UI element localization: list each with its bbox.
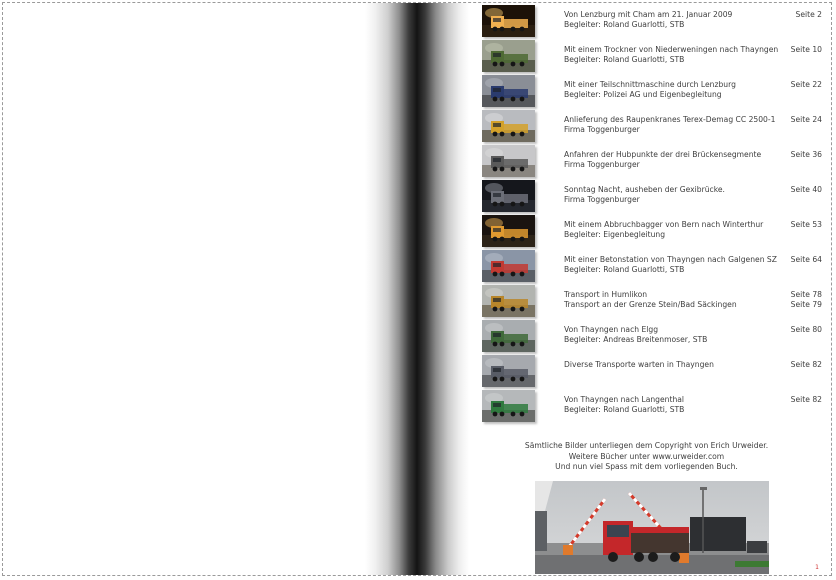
- website-line: Weitere Bücher unter www.urweider.com: [568, 451, 725, 461]
- toc-entry-page: [782, 220, 822, 230]
- toc-entry-text: [564, 185, 792, 206]
- toc-page-ref: Seite 82: [790, 395, 822, 404]
- toc-thumbnail: [482, 250, 535, 282]
- toc-entry-text: [564, 115, 792, 136]
- book-spread: [2, 2, 832, 576]
- toc-entry-subtitle: Begleiter: Roland Guarlotti, STB: [564, 20, 685, 30]
- toc-entry: [482, 285, 822, 317]
- toc-entry-title: Von Lenzburg mit Cham am 21. Januar 2009: [564, 10, 733, 19]
- toc-page-ref: Seite 22: [790, 80, 822, 89]
- toc-page-ref: Seite 24: [790, 115, 822, 124]
- toc-entry: [482, 40, 822, 72]
- toc-entry: [482, 110, 822, 142]
- toc-entry-page: [782, 255, 822, 265]
- toc-entry-subtitle: Begleiter: Andreas Breitenmoser, STB: [564, 335, 708, 345]
- toc-page-ref: Seite 79: [790, 300, 822, 310]
- toc-entry-title: Anfahren der Hubpunkte der drei Brückensegmente: [564, 150, 762, 159]
- toc-thumbnail: [482, 215, 535, 247]
- toc-entry: [482, 5, 822, 37]
- toc-entry-subtitle: Begleiter: Roland Guarlotti, STB: [564, 405, 685, 415]
- book-gutter-shadow: [365, 3, 469, 575]
- toc-entry-title: Diverse Transporte warten in Thayngen: [564, 360, 714, 369]
- page-number: 1: [815, 564, 819, 571]
- toc-page-ref: Seite 82: [790, 360, 822, 369]
- copyright-notice: [469, 441, 824, 473]
- toc-entry: [482, 145, 822, 177]
- toc-entry-title: Anlieferung des Raupenkranes Terex-Demag CC 2500-1: [564, 115, 776, 124]
- toc-entry-page: [782, 185, 822, 195]
- copyright-line: Sämtliche Bilder unterliegen dem Copyright von Erich Urweider.: [524, 441, 769, 450]
- toc-entry-page: [782, 325, 822, 335]
- toc-page-ref: Seite 64: [790, 255, 822, 264]
- toc-entry: [482, 75, 822, 107]
- toc-thumbnail: [482, 110, 535, 142]
- right-page: [469, 3, 831, 575]
- toc-entry-subtitle: Begleiter: Polizei AG und Eigenbegleitung: [564, 90, 722, 100]
- toc-page-ref: Seite 78: [790, 290, 822, 299]
- toc-page-ref: Seite 80: [790, 325, 822, 334]
- toc-entry-text: [564, 360, 792, 370]
- left-page-blank: [3, 3, 365, 575]
- cover-photo: [535, 481, 769, 574]
- toc-entry-title: Mit einem Abbruchbagger von Bern nach Winterthur: [564, 220, 764, 229]
- toc-entry-title: Von Thayngen nach Langenthal: [564, 395, 685, 404]
- toc-entry-title: Mit einer Teilschnittmaschine durch Lenzburg: [564, 80, 736, 89]
- toc-entry-title: Sonntag Nacht, ausheben der Gexibrücke.: [564, 185, 725, 194]
- toc-entry-text: [564, 325, 792, 346]
- toc-entry-subtitle: Begleiter: Roland Guarlotti, STB: [564, 55, 685, 65]
- toc-thumbnail: [482, 285, 535, 317]
- toc-entry-text: [564, 80, 792, 101]
- toc-entry-text: [564, 45, 792, 66]
- toc-entry-title: Von Thayngen nach Elgg: [564, 325, 659, 334]
- toc-entry-text: [564, 290, 792, 311]
- toc-entry: [482, 250, 822, 282]
- toc-thumbnail: [482, 355, 535, 387]
- toc-entry-text: [564, 255, 792, 276]
- toc-thumbnail: [482, 390, 535, 422]
- toc-page-ref: Seite 53: [790, 220, 822, 229]
- toc-entry-page: [782, 45, 822, 55]
- toc-entry-page: [782, 395, 822, 405]
- toc-entry-text: [564, 10, 792, 31]
- toc-entry-text: [564, 220, 792, 241]
- toc-entry-text: [564, 150, 792, 171]
- toc-entry-page: [782, 150, 822, 160]
- toc-entry-title: Transport in Humlikon: [564, 290, 648, 299]
- toc-page-ref: Seite 2: [795, 10, 822, 19]
- toc-entry: [482, 320, 822, 352]
- toc-entry-subtitle: Firma Toggenburger: [564, 195, 640, 205]
- toc-entry: [482, 355, 822, 387]
- toc-thumbnail: [482, 5, 535, 37]
- toc-entry-subtitle: Begleiter: Roland Guarlotti, STB: [564, 265, 685, 275]
- toc-thumbnail: [482, 320, 535, 352]
- toc-thumbnail: [482, 180, 535, 212]
- toc-page-ref: Seite 40: [790, 185, 822, 194]
- toc-entry: [482, 390, 822, 422]
- greeting-line: Und nun viel Spass mit dem vorliegenden Buch.: [555, 462, 738, 472]
- toc-entry-page: [782, 80, 822, 90]
- toc-entry-page: [782, 10, 822, 20]
- toc-entry-subtitle: Begleiter: Eigenbegleitung: [564, 230, 666, 240]
- toc-entry-page: [782, 360, 822, 370]
- toc-entry-title: Mit einer Betonstation von Thayngen nach Galgenen SZ: [564, 255, 777, 264]
- toc-thumbnail: [482, 145, 535, 177]
- toc-entry-subtitle: Transport an der Grenze Stein/Bad Säckingen: [564, 300, 737, 310]
- toc-entry: [482, 180, 822, 212]
- toc-entry-title: Mit einem Trockner von Niederweningen nach Thayngen: [564, 45, 779, 54]
- toc-entry-page: [782, 290, 822, 311]
- toc-entry-subtitle: Firma Toggenburger: [564, 125, 640, 135]
- toc-entry-subtitle: Firma Toggenburger: [564, 160, 640, 170]
- toc-entry-page: [782, 115, 822, 125]
- toc-thumbnail: [482, 75, 535, 107]
- toc-entry-text: [564, 395, 792, 416]
- toc-thumbnail: [482, 40, 535, 72]
- toc-entry: [482, 215, 822, 247]
- toc-page-ref: Seite 10: [790, 45, 822, 54]
- toc-page-ref: Seite 36: [790, 150, 822, 159]
